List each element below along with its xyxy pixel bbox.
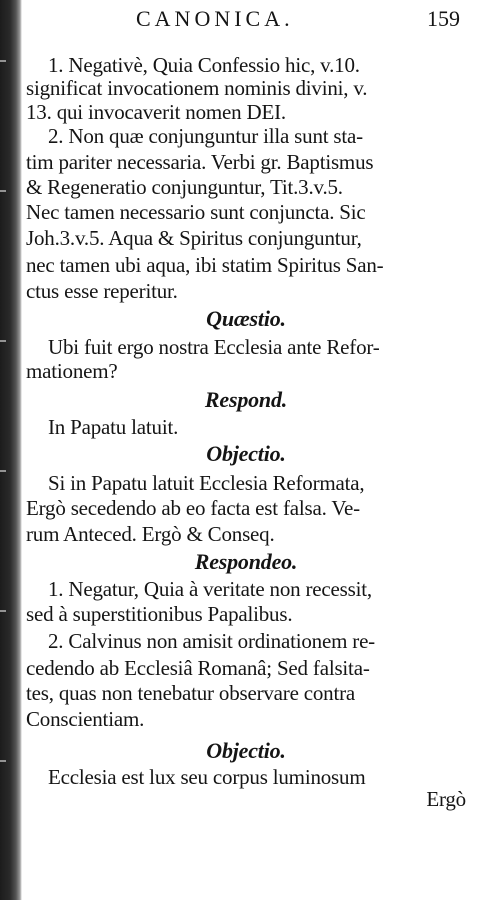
text-line: Nec tamen necessario sunt conjuncta. Sic [26,200,366,224]
binding-mark [0,610,6,612]
text-line: Ubi fuit ergo nostra Ecclesia ante Refor- [48,335,380,359]
text-line: 1. Negativè, Quia Confessio hic, v.10. [48,53,360,77]
text-line: 2. Non quæ conjunguntur illa sunt sta- [48,124,363,148]
running-head: CANONICA. [136,6,294,31]
text-line: sed à superstitionibus Papalibus. [26,602,293,626]
text-line: In Papatu latuit. [48,415,179,439]
text-line: Joh.3.v.5. Aqua & Spiritus conjunguntur, [26,226,362,250]
text-line: cedendo ab Ecclesiâ Romanâ; Sed falsita- [26,656,370,680]
text-line: 13. qui invocaverit nomen DEI. [26,100,286,124]
binding-mark [0,470,6,472]
text-line: 2. Calvinus non amisit ordinationem re- [48,629,375,653]
book-page [26,0,466,900]
section-heading: Respond. [204,387,288,412]
text-line: Conscientiam. [26,707,145,731]
text-line: mationem? [26,359,118,383]
book-binding-shadow [0,0,22,900]
text-line: & Regeneratio conjunguntur, Tit.3.v.5. [26,175,343,199]
text-line: tim pariter necessaria. Verbi gr. Baptismus [26,150,374,174]
binding-mark [0,340,6,342]
binding-mark [0,190,6,192]
text-line: significat invocationem nominis divini, v. [26,76,368,100]
section-heading: Quæstio. [206,306,286,331]
binding-mark [0,60,6,62]
text-line: 1. Negatur, Quia à veritate non recessit, [48,577,372,601]
binding-mark [0,760,6,762]
text-line: tes, quas non tenebatur observare contra [26,681,356,705]
section-heading: Objectio. [206,738,286,763]
text-line: rum Anteced. Ergò & Conseq. [26,522,275,546]
page-number: 159 [427,6,460,31]
text-line: nec tamen ubi aqua, ibi statim Spiritus San- [26,253,384,277]
section-heading: Objectio. [206,441,286,466]
catchword: Ergò [426,787,466,811]
text-line: Si in Papatu latuit Ecclesia Reformata, [48,471,365,495]
text-line: ctus esse reperitur. [26,279,178,303]
text-line: Ecclesia est lux seu corpus luminosum [48,765,366,789]
text-line: Ergò secedendo ab eo facta est falsa. Ve- [26,496,360,520]
section-heading: Respondeo. [194,549,298,574]
